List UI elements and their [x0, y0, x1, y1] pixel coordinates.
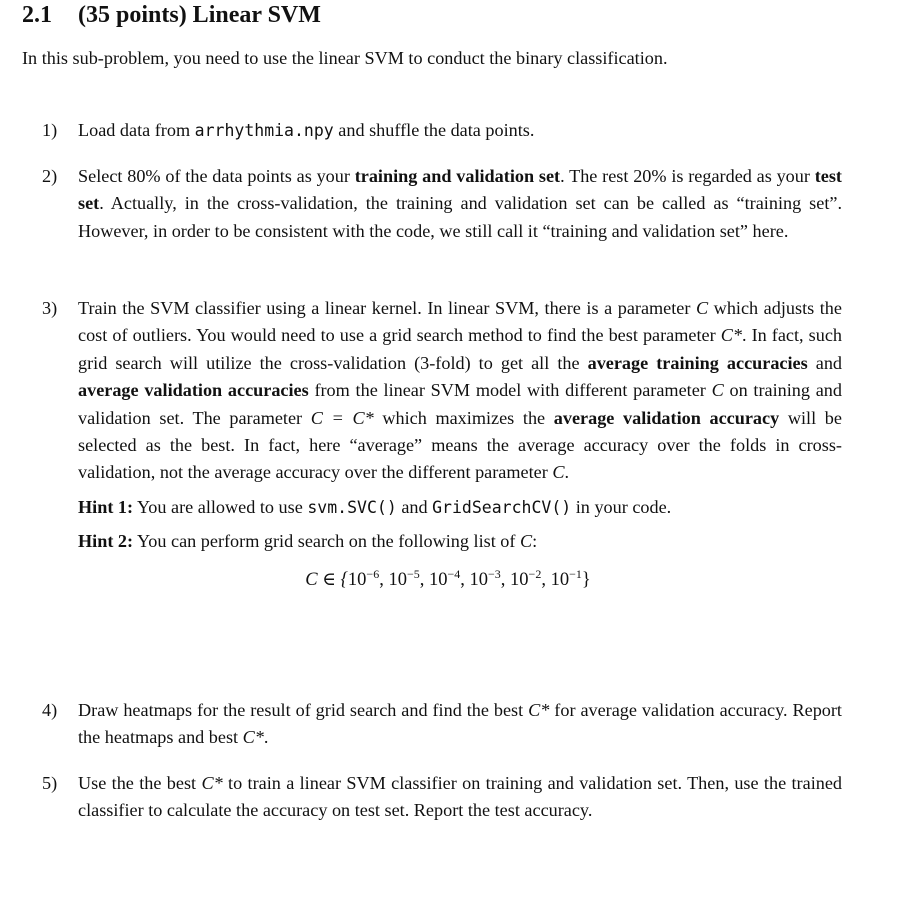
item-text: Use the the best	[78, 773, 202, 793]
item-text: . Actually, in the cross-validation, the training and validation set can be called as “training set”. However, in order to be consistent with the code, we still call it “training and validation set” here.	[78, 193, 842, 241]
item-body	[78, 117, 842, 144]
c-values-equation: C ∈ {$10^{-6}$, $10^{-5}$, $10^{-4}$, $10^{-3}$, $10^{-2}$, $10^{-1}$}	[305, 566, 591, 590]
power-base: 10	[469, 569, 489, 590]
item-text: . In fact, such grid search will utilize the cross-validation (3-fold) to get all the	[78, 325, 843, 373]
math-symbol: C	[695, 298, 709, 318]
item-label: 3)	[42, 298, 58, 318]
item-label: 4)	[42, 700, 58, 720]
section-title: (35 points) Linear SVM	[78, 2, 321, 28]
item-label: 1)	[42, 120, 58, 140]
item-text: in your code.	[571, 496, 672, 517]
hint-2	[78, 528, 842, 555]
power-exponent: −6	[366, 566, 380, 581]
power-term	[347, 566, 380, 590]
power-base: 10	[428, 569, 448, 590]
list-item-3	[42, 295, 842, 607]
power-base: 10	[347, 569, 367, 590]
power-term	[510, 566, 542, 590]
item-text: to train a linear SVM classifier on training and validation set. Then, use the trained classifier to calculate the accuracy on test set. Report the test accuracy.	[78, 773, 843, 821]
power-exponent: −4	[447, 566, 461, 581]
filename-code: arrhythmia.npy	[194, 121, 334, 140]
bold-term: average validation accuracy	[553, 407, 780, 428]
item-text: . The rest 20% is regarded as your	[560, 166, 815, 186]
equation-lhs: C ∈ {	[305, 569, 348, 590]
item-body	[78, 770, 842, 825]
math-symbol: C	[520, 531, 533, 552]
item-text: for average validation accuracy. Report the heatmaps and best	[78, 700, 842, 748]
power-term	[469, 566, 501, 590]
item-label: 5)	[42, 773, 58, 793]
bold-term: average training accuracies	[587, 352, 808, 373]
power-term	[550, 566, 582, 590]
item-text: on training and validation set. The parameter	[78, 380, 842, 428]
math-symbol: C*	[720, 325, 742, 346]
power-base: 10	[510, 569, 529, 590]
power-term	[388, 566, 420, 590]
list-item-5	[42, 770, 842, 825]
list-item-1	[42, 117, 842, 144]
item-label: 2)	[42, 166, 58, 186]
math-symbol: C*	[242, 727, 264, 748]
math-symbol: C*	[528, 700, 550, 720]
item-text: Select 80% of the data points as your	[78, 166, 355, 186]
hint-label: Hint 1:	[78, 496, 134, 517]
item-text: Load data from	[78, 120, 195, 140]
item-paragraph	[78, 295, 842, 487]
power-term	[428, 566, 461, 590]
math-symbol: C = C*	[310, 407, 374, 428]
code-svm-svc: svm.SVC()	[307, 497, 397, 517]
item-text: and	[396, 496, 433, 517]
item-text: which maximizes the	[373, 407, 554, 428]
item-body	[78, 295, 842, 594]
section-heading	[22, 2, 321, 29]
power-base: 10	[388, 569, 407, 590]
list-item-4	[42, 697, 842, 752]
item-text: :	[532, 531, 538, 552]
hint-label: Hint 2:	[78, 531, 134, 552]
item-text: which adjusts the cost of outliers. You would need to use a grid search method to find the best parameter	[78, 298, 842, 346]
item-text: You can perform grid search on the following list of	[133, 531, 520, 552]
math-symbol: C	[552, 462, 565, 483]
power-exponent: −1	[569, 566, 582, 581]
item-body	[78, 163, 842, 245]
section-number: 2.1	[22, 2, 52, 28]
bold-term: training and validation set	[354, 166, 561, 186]
power-base: 10	[550, 569, 570, 590]
item-text: You are allowed to use	[133, 496, 308, 517]
math-symbol: C	[711, 380, 724, 401]
item-text: will be selected as the best. In fact, here “average” means the average accuracy over the folds in cross-validation, not the average accuracy over the different parameter	[78, 407, 842, 483]
item-text: and shuffle the data points.	[333, 120, 535, 140]
item-text: from the linear SVM model with different parameter	[308, 380, 712, 401]
intro-paragraph: In this sub-problem, you need to use the linear SVM to conduct the binary classification.	[22, 48, 668, 68]
bold-term: test set	[78, 166, 842, 214]
item-text: .	[564, 462, 570, 483]
item-text: Draw heatmaps for the result of grid search and find the best	[78, 700, 529, 720]
math-symbol: C*	[201, 773, 223, 793]
list-item-2	[42, 163, 842, 245]
code-gridsearchcv: GridSearchCV()	[432, 497, 572, 517]
item-body	[78, 697, 842, 752]
bold-term: average validation accuracies	[78, 380, 309, 401]
hint-1	[78, 494, 842, 521]
power-exponent: −2	[528, 566, 542, 581]
item-text: .	[263, 727, 269, 748]
item-text: Train the SVM classifier using a linear kernel. In linear SVM, there is a parameter	[78, 298, 696, 318]
item-text: and	[807, 352, 843, 373]
equation-close: }	[581, 569, 591, 590]
power-exponent: −3	[488, 566, 501, 581]
power-exponent: −5	[406, 566, 420, 581]
